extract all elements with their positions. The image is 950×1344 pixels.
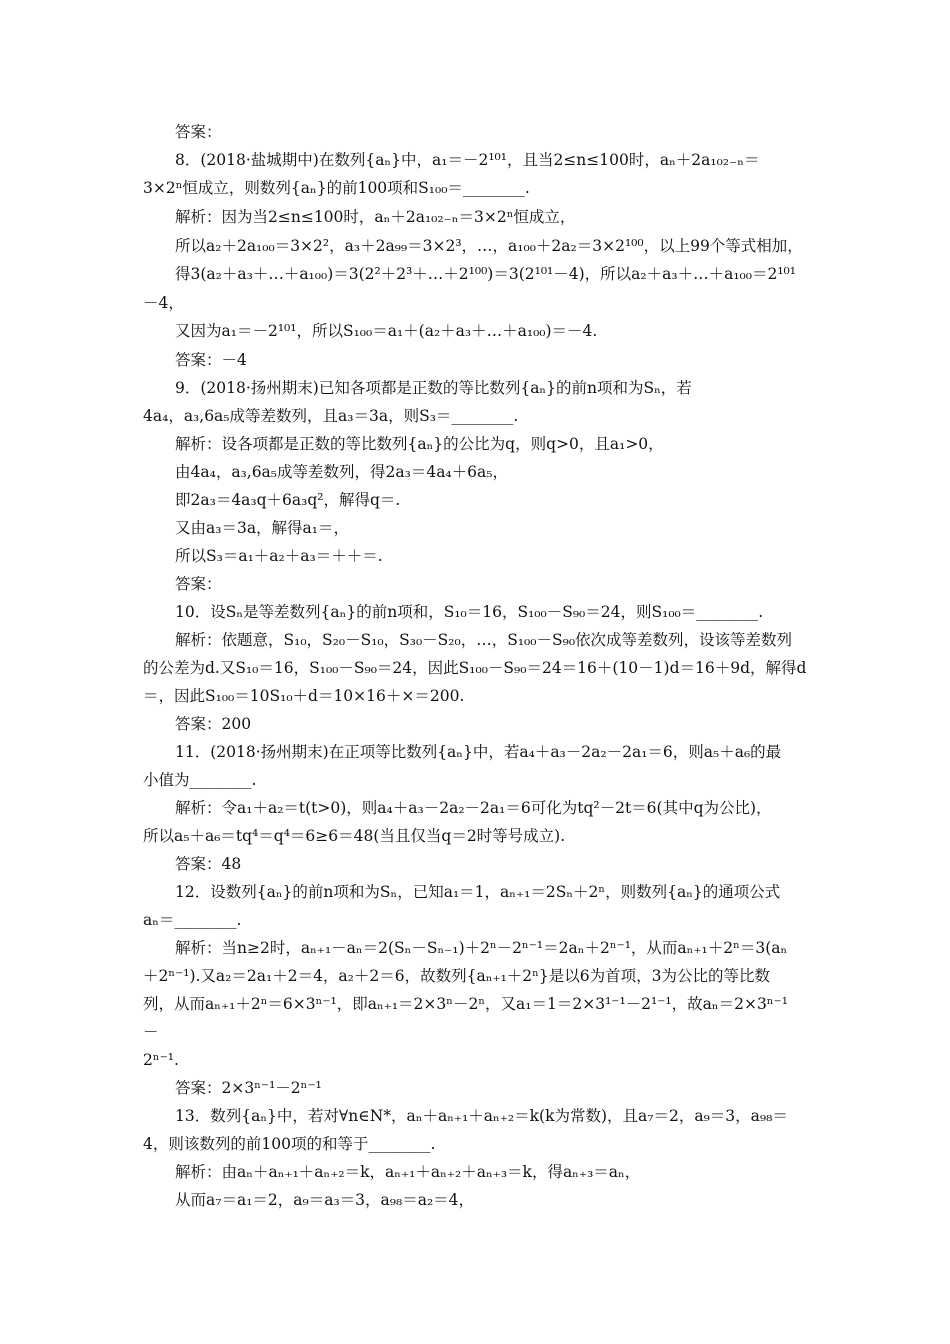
- solution-10-line-2: 的公差为d.又S₁₀＝16，S₁₀₀－S₉₀＝24，因此S₁₀₀－S₉₀＝24＝16＋(10－1)d＝16＋9d，解得d: [143, 659, 807, 677]
- solution-8-line-3: 得3(a₂＋a₃＋…＋a₁₀₀)＝3(2²＋2³＋…＋2¹⁰⁰)＝3(2¹⁰¹－4)，所以a₂＋a₃＋…＋a₁₀₀＝2¹⁰¹: [175, 265, 796, 283]
- answer-8: 答案：－4: [175, 351, 247, 369]
- solution-12-line-1: 解析：当n≥2时，aₙ₊₁－aₙ＝2(Sₙ－Sₙ₋₁)＋2ⁿ－2ⁿ⁻¹＝2aₙ＋2ⁿ⁻¹，从而aₙ₊₁＋2ⁿ＝3(aₙ: [175, 939, 788, 957]
- problem-11-line-2: 小值为________.: [143, 771, 257, 789]
- problem-9-line-2: 4a₄，a₃,6a₅成等差数列，且a₃＝3a，则S₃＝________.: [143, 407, 519, 425]
- problem-12-line-1: 12．设数列{aₙ}的前n项和为Sₙ，已知a₁＝1，aₙ₊₁＝2Sₙ＋2ⁿ，则数列{aₙ}的通项公式: [175, 883, 781, 901]
- solution-9-line-1: 解析：设各项都是正数的等比数列{aₙ}的公比为q，则q>0，且a₁>0，: [175, 435, 664, 453]
- solution-9-line-2: 由4a₄，a₃,6a₅成等差数列，得2a₃＝4a₄＋6a₅，: [175, 463, 508, 481]
- problem-13-line-2: 4，则该数列的前100项的和等于________.: [143, 1135, 436, 1153]
- solution-12-line-4: －: [143, 1023, 159, 1041]
- solution-9-line-4: 又由a₃＝3a，解得a₁＝，: [175, 519, 350, 537]
- solution-8-line-5: 又因为a₁＝－2¹⁰¹，所以S₁₀₀＝a₁＋(a₂＋a₃＋…＋a₁₀₀)＝－4.: [175, 322, 598, 340]
- solution-12-line-2: ＋2ⁿ⁻¹).又a₂＝2a₁＋2＝4，a₂＋2＝6，故数列{aₙ₊₁＋2ⁿ}是以6为首项，3为公比的等比数: [143, 967, 770, 985]
- problem-10-line-1: 10．设Sₙ是等差数列{aₙ}的前n项和，S₁₀＝16，S₁₀₀－S₉₀＝24，则S₁₀₀＝________.: [175, 603, 764, 621]
- solution-10-line-1: 解析：依题意，S₁₀，S₂₀－S₁₀，S₃₀－S₂₀，…，S₁₀₀－S₉₀依次成等差数列，设该等差数列: [175, 631, 793, 649]
- problem-8-line-2: 3×2ⁿ恒成立，则数列{aₙ}的前100项和S₁₀₀＝________.: [143, 179, 530, 197]
- solution-12-line-3: 列，从而aₙ₊₁＋2ⁿ＝6×3ⁿ⁻¹，即aₙ₊₁＝2×3ⁿ－2ⁿ，又a₁＝1＝2×3¹⁻¹－2¹⁻¹，故aₙ＝2×3ⁿ⁻¹: [143, 995, 788, 1013]
- solution-10-line-3: ＝，因此S₁₀₀＝10S₁₀＋d＝10×16＋×＝200.: [143, 687, 465, 705]
- problem-11-line-1: 11．(2018·扬州期末)在正项等比数列{aₙ}中，若a₄＋a₃－2a₂－2a₁＝6，则a₅＋a₆的最: [175, 743, 782, 761]
- solution-8-line-2: 所以a₂＋2a₁₀₀＝3×2²，a₃＋2a₉₉＝3×2³，…，a₁₀₀＋2a₂＝3×2¹⁰⁰，以上99个等式相加，: [175, 237, 803, 255]
- answer-9: 答案：: [175, 575, 222, 593]
- problem-13-line-1: 13．数列{aₙ}中，若对∀n∈N*，aₙ＋aₙ₊₁＋aₙ₊₂＝k(k为常数)，且a₇＝2，a₉＝3，a₉₈＝: [175, 1107, 788, 1125]
- problem-8-line-1: 8．(2018·盐城期中)在数列{aₙ}中，a₁＝－2¹⁰¹，且当2≤n≤100时，aₙ＋2a₁₀₂₋ₙ＝: [175, 151, 760, 169]
- solution-12-line-5: 2ⁿ⁻¹.: [143, 1051, 179, 1069]
- solution-11-line-2: 所以a₅＋a₆＝tq⁴＝q⁴＝6≥6＝48(当且仅当q＝2时等号成立).: [143, 827, 566, 845]
- solution-8-line-1: 解析：因为当2≤n≤100时，aₙ＋2a₁₀₂₋ₙ＝3×2ⁿ恒成立，: [175, 208, 576, 226]
- solution-9-line-5: 所以S₃＝a₁＋a₂＋a₃＝＋＋＝.: [175, 547, 383, 565]
- answer-11: 答案：48: [175, 855, 242, 873]
- answer-10: 答案：200: [175, 715, 252, 733]
- solution-9-line-3: 即2a₃＝4a₃q＋6a₃q²，解得q＝.: [175, 491, 401, 509]
- answer-label-7: 答案：: [175, 123, 222, 141]
- answer-12: 答案：2×3ⁿ⁻¹－2ⁿ⁻¹: [175, 1079, 322, 1097]
- problem-12-line-2: aₙ＝________.: [143, 911, 242, 929]
- solution-11-line-1: 解析：令a₁＋a₂＝t(t>0)，则a₄＋a₃－2a₂－2a₁＝6可化为tq²－2t＝6(其中q为公比)，: [175, 799, 772, 817]
- problem-9-line-1: 9．(2018·扬州期末)已知各项都是正数的等比数列{aₙ}的前n项和为Sₙ，若: [175, 379, 692, 397]
- solution-8-line-4: －4，: [143, 294, 184, 312]
- solution-13-line-1: 解析：由aₙ＋aₙ₊₁＋aₙ₊₂＝k，aₙ₊₁＋aₙ₊₂＋aₙ₊₃＝k，得aₙ₊₃＝aₙ，: [175, 1163, 641, 1181]
- solution-13-line-2: 从而a₇＝a₁＝2，a₉＝a₃＝3，a₉₈＝a₂＝4，: [175, 1191, 475, 1209]
